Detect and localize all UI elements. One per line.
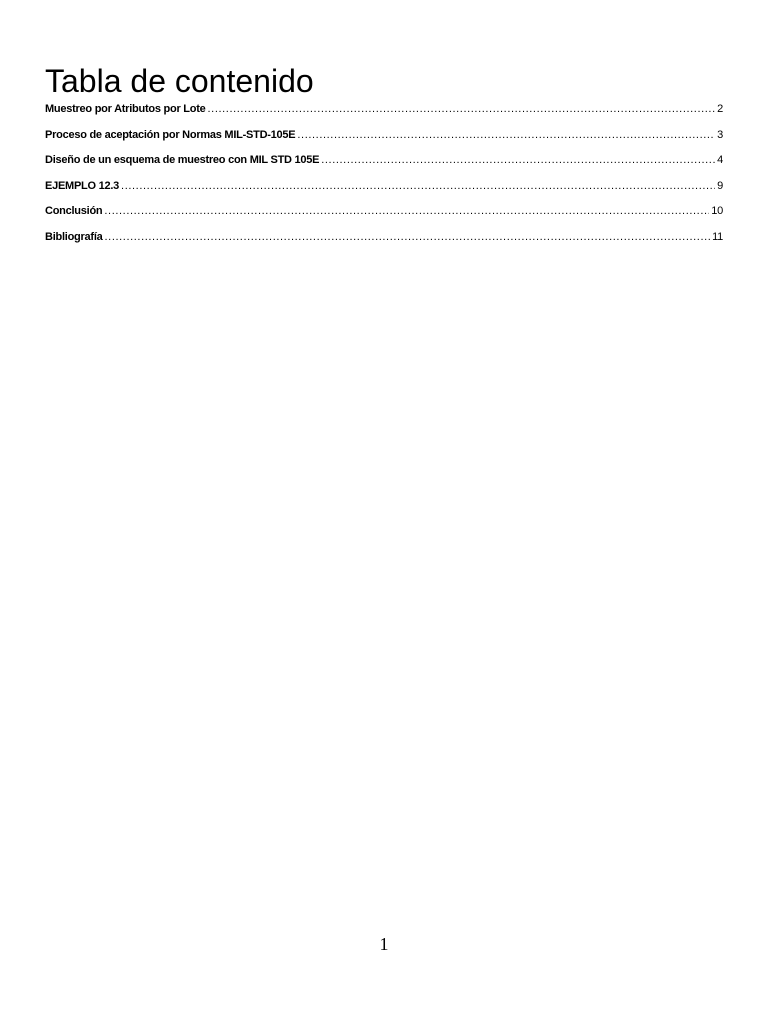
toc-entry-label[interactable]: Bibliografía <box>45 230 103 243</box>
toc-leader-dots <box>121 180 715 192</box>
toc-entry-page[interactable]: 2 <box>717 103 723 115</box>
toc-entry[interactable] <box>45 205 723 231</box>
toc-entry-label[interactable]: Muestreo por Atributos por Lote <box>45 103 206 115</box>
toc-entry[interactable] <box>45 231 723 257</box>
toc-entry-page[interactable]: 11 <box>712 230 723 243</box>
toc-leader-dots <box>321 154 715 166</box>
toc-entry-page[interactable]: 4 <box>717 154 723 166</box>
toc-entry[interactable] <box>45 129 723 155</box>
toc-entry[interactable] <box>45 154 723 180</box>
toc-entry-label[interactable]: Conclusión <box>45 205 103 217</box>
toc-entry[interactable] <box>45 180 723 206</box>
page-number: 1 <box>379 934 389 954</box>
toc-entry-page[interactable]: 9 <box>717 179 723 192</box>
toc-leader-dots <box>297 129 715 141</box>
toc-list <box>45 103 723 256</box>
toc-leader-dots <box>105 231 711 243</box>
toc-entry-label[interactable]: Proceso de aceptación por Normas MIL-STD-105E <box>45 128 296 141</box>
toc-leader-dots <box>208 103 716 115</box>
toc-entry-label[interactable]: EJEMPLO 12.3 <box>45 179 120 192</box>
toc-entry-label[interactable]: Diseño de un esquema de muestreo con MIL STD 105E <box>45 154 320 166</box>
toc-entry[interactable] <box>45 103 723 129</box>
toc-title: Tabla de contenido <box>45 63 314 99</box>
toc-entry-page[interactable]: 10 <box>711 205 723 217</box>
toc-entry-page[interactable]: 3 <box>717 128 723 141</box>
toc-leader-dots <box>104 205 709 217</box>
